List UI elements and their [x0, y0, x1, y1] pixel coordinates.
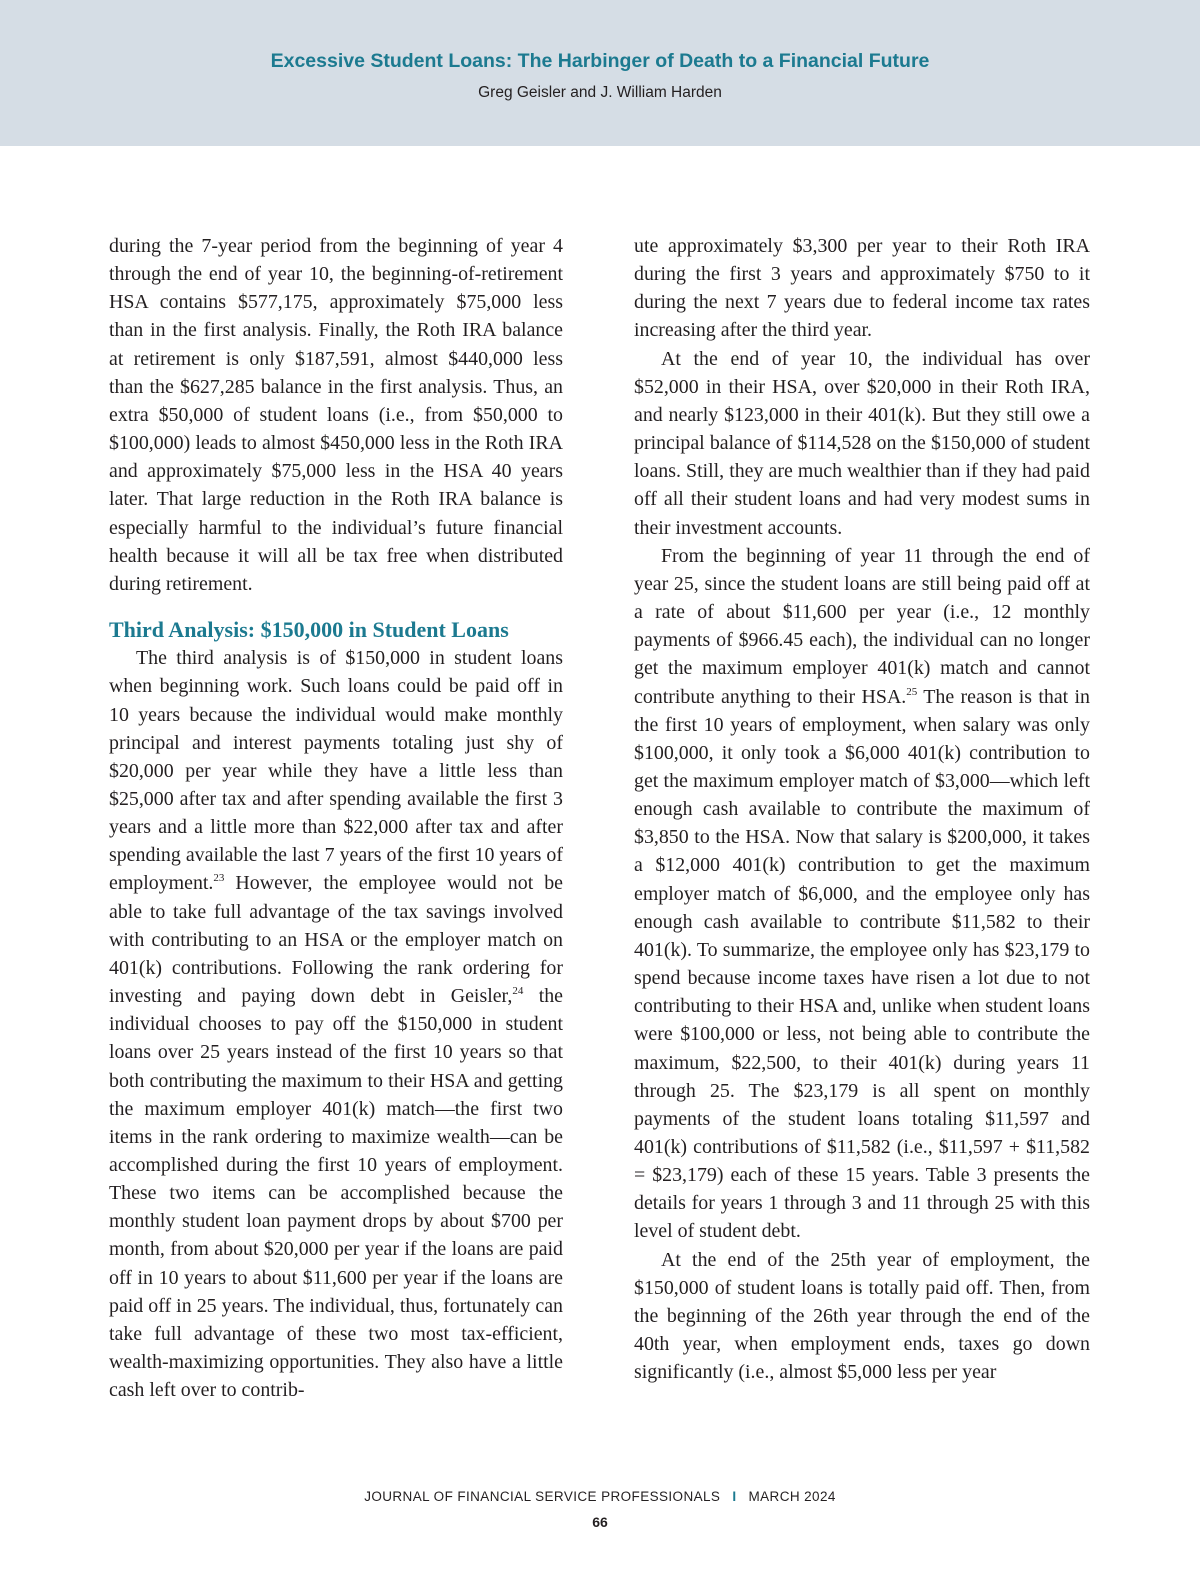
paragraph-text: From the beginning of year 11 through the end of year 25, since the student loans are still being paid off at a rate of about $11,600 per year (i.e., 12 monthly payments of $966.45 each), the individual can no longer get the maximum employer 401(k) match and cannot contribute anything to their HSA. — [634, 544, 1090, 708]
paragraph — [109, 644, 563, 1404]
paragraph: ute approximately $3,300 per year to their Roth IRA during the first 3 years and approximately $750 to it during the next 7 years due to federal income tax rates increasing after the third year. — [634, 235, 1090, 342]
footer-separator: I — [732, 1489, 737, 1504]
paragraph-text: The third analysis is of $150,000 in student loans when beginning work. Such loans could be paid off in 10 years because the individual would make monthly principal and interest payments totaling just shy of $20,000 per year while they have a little less than $25,000 after tax and after spending available the first 3 years and a little more than $22,000 after tax and after spending available the last 7 years of the first 10 years of employment. — [109, 647, 563, 895]
footnote-ref-24[interactable]: 24 — [512, 985, 524, 998]
paragraph — [634, 542, 1090, 1246]
footnote-ref-23[interactable]: 23 — [213, 872, 225, 885]
article-authors: Greg Geisler and J. William Harden — [478, 84, 722, 101]
page-number: 66 — [592, 1514, 608, 1530]
section-heading: Third Analysis: $150,000 in Student Loans — [109, 617, 509, 643]
paragraph-text: the individual chooses to pay off the $150,000 in student loans over 25 years instead of the first 10 years so that both contributing the maximum to their HSA and getting the maximum employer 401(k) match—the first two items in the rank ordering to maximize wealth—can be accomplished during the first 10 years of employment. These two items can be accomplished because the monthly student loan payment drops by about $700 per month, from about $20,000 per year if the loans are paid off in 10 years to about $11,600 per year if the loans are paid off in 25 years. The individual, thus, fortunately can take full advantage of these two most tax-efficient, wealth-maximizing opportunities. They also have a little cash left over to contrib- — [109, 985, 563, 1402]
footnote-ref-25[interactable]: 25 — [906, 685, 918, 698]
paragraph: during the 7-year period from the beginning of year 4 through the end of year 10, the beginning-of-retirement HSA contains $577,175, approximately $75,000 less than in the first analysis. Finally, the Roth IRA balance at retirement is only $187,591, almost $440,000 less than the $627,285 balance in the first analysis. Thus, an extra $50,000 of student loans (i.e., from $50,000 to $100,000) leads to almost $450,000 less in the Roth IRA and approximately $75,000 less in the HSA 40 years later. That large reduction in the Roth IRA balance is especially harmful to the individual’s future financial health because it will all be tax free when distributed during retirement. — [109, 235, 563, 595]
right-column — [634, 232, 1090, 1386]
paragraph-text: The reason is that in the first 10 years of employment, when salary was only $100,000, it only took a $6,000 401(k) contribution to get the maximum employer match of $3,000—which left enough cash available to contribute the maximum of $3,850 to the HSA. Now that salary is $200,000, it takes a $12,000 401(k) contribution to get the maximum employer match of $6,000, and the employee only has enough cash available to contribute $11,582 to their 401(k). To summarize, the employee only has $23,179 to spend because income taxes have risen a lot due to not contributing to their HSA and, unlike when student loans were $100,000 or less, not being able to contribute the maximum, $22,500, to their 401(k) during years 11 through 25. The $23,179 is all spent on monthly payments of the student loans totaling $11,597 and 401(k) contributions of $11,582 (i.e., $11,597 + $11,582 = $23,179) each of these 15 years. Table 3 presents the details for years 1 through 3 and 11 through 25 with this level of student debt. — [634, 685, 1090, 1243]
journal-name: JOURNAL OF FINANCIAL SERVICE PROFESSIONALS — [364, 1489, 721, 1504]
running-header — [0, 0, 1200, 146]
paragraph-text: However, the employee would not be able to take full advantage of the tax savings involved with contributing to an HSA or the employer match on 401(k) contributions. Following the rank ordering for investing and paying down debt in Geisler, — [109, 872, 563, 1008]
issue-date: MARCH 2024 — [748, 1489, 836, 1504]
page-footer — [0, 1489, 1200, 1504]
paragraph: At the end of year 10, the individual has over $52,000 in their HSA, over $20,000 in their Roth IRA, and nearly $123,000 in their 401(k). But they still owe a principal balance of $114,528 on the $150,000 of student loans. Still, they are much wealthier than if they had paid off all their student loans and had very modest sums in their investment accounts. — [634, 347, 1090, 539]
left-column — [109, 232, 563, 1404]
paragraph: At the end of the 25th year of employment, the $150,000 of student loans is totally paid off. Then, from the beginning of the 26th year through the end of the 40th year, when employment ends, taxes go down significantly (i.e., almost $5,000 less per year — [634, 1248, 1090, 1384]
article-title: Excessive Student Loans: The Harbinger of Death to a Financial Future — [270, 50, 930, 72]
